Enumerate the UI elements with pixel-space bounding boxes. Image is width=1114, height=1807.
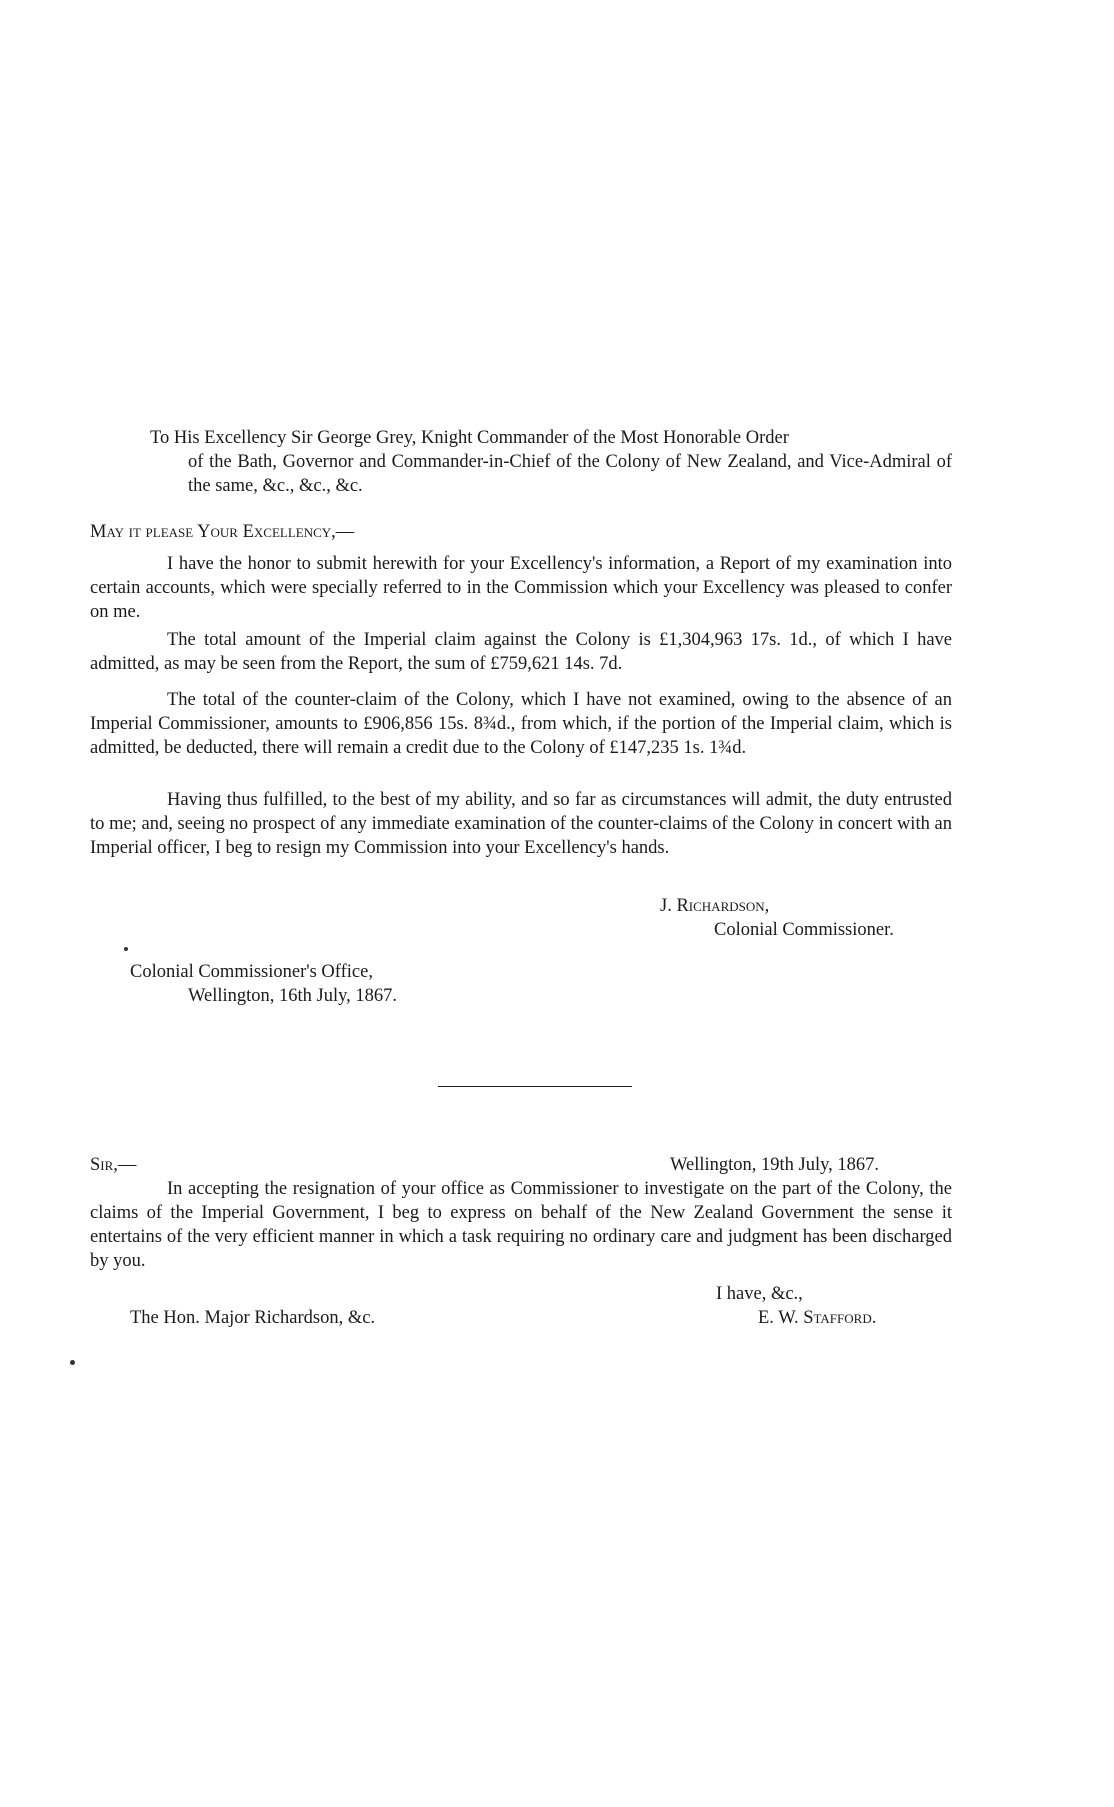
closing-line: I have, &c.,	[716, 1284, 803, 1304]
signature-name: J. Richardson,	[660, 896, 770, 916]
reply-closing	[716, 1282, 976, 1330]
signer-name: E. W. Stafford.	[758, 1308, 877, 1328]
separator-rule	[438, 1086, 632, 1087]
reply-addressee: The Hon. Major Richardson, &c.	[130, 1308, 376, 1328]
paragraph-counter-claim: The total of the counter-claim of the Colony, which I have not examined, owing to the absence of an Imperial Commissioner, amounts to £906,856 15s. 8¾d., from which, if the portion of the Imperial claim, which is admitted, be deducted, there will remain a credit due to the Colony of £147,235 1s. 1¾d.	[90, 690, 952, 758]
signature-richardson	[660, 894, 960, 942]
paragraph-imperial-claim: The total amount of the Imperial claim against the Colony is £1,304,963 17s. 1d., of which I have admitted, as may be seen from the Report, the sum of £759,621 14s. 7d.	[90, 630, 952, 674]
address-block	[150, 426, 952, 498]
paragraph-report: I have the honor to submit herewith for your Excellency's information, a Report of my examination into certain accounts, which were specially referred to in the Commission which your Excellency was pleased to confer on me.	[90, 554, 952, 622]
address-continuation: of the Bath, Governor and Commander-in-Chief of the Colony of New Zealand, and Vice-Admiral of the same, &c., &c., &c.	[188, 452, 952, 496]
salutation: May it please Your Excellency,—	[90, 522, 355, 542]
office-line: Colonial Commissioner's Office,	[130, 962, 373, 982]
ink-speck	[70, 1360, 75, 1365]
reply-date: Wellington, 19th July, 1867.	[670, 1155, 880, 1175]
office-block	[130, 960, 530, 1008]
reply-salutation: Sir,—	[90, 1155, 137, 1175]
address-line-1: To His Excellency Sir George Grey, Knight Commander of the Most Honorable Order	[150, 428, 789, 448]
paragraph-resignation: Having thus fulfilled, to the best of my ability, and so far as circumstances will admit, the duty entrusted to me; and, seeing no prospect of any immediate examination of the counter-claims of the Colony in concert with an Imperial officer, I beg to resign my Commission into your Excellency's hands.	[90, 790, 952, 858]
reply-body: In accepting the resignation of your office as Commissioner to investigate on the part of the Colony, the claims of the Imperial Government, I beg to express on behalf of the New Zealand Government the sense it entertains of the very efficient manner in which a task requiring no ordinary care and judgment has been discharged by you.	[90, 1179, 952, 1271]
ink-speck	[124, 947, 128, 951]
signature-title: Colonial Commissioner.	[714, 920, 894, 940]
office-date: Wellington, 16th July, 1867.	[188, 986, 398, 1006]
